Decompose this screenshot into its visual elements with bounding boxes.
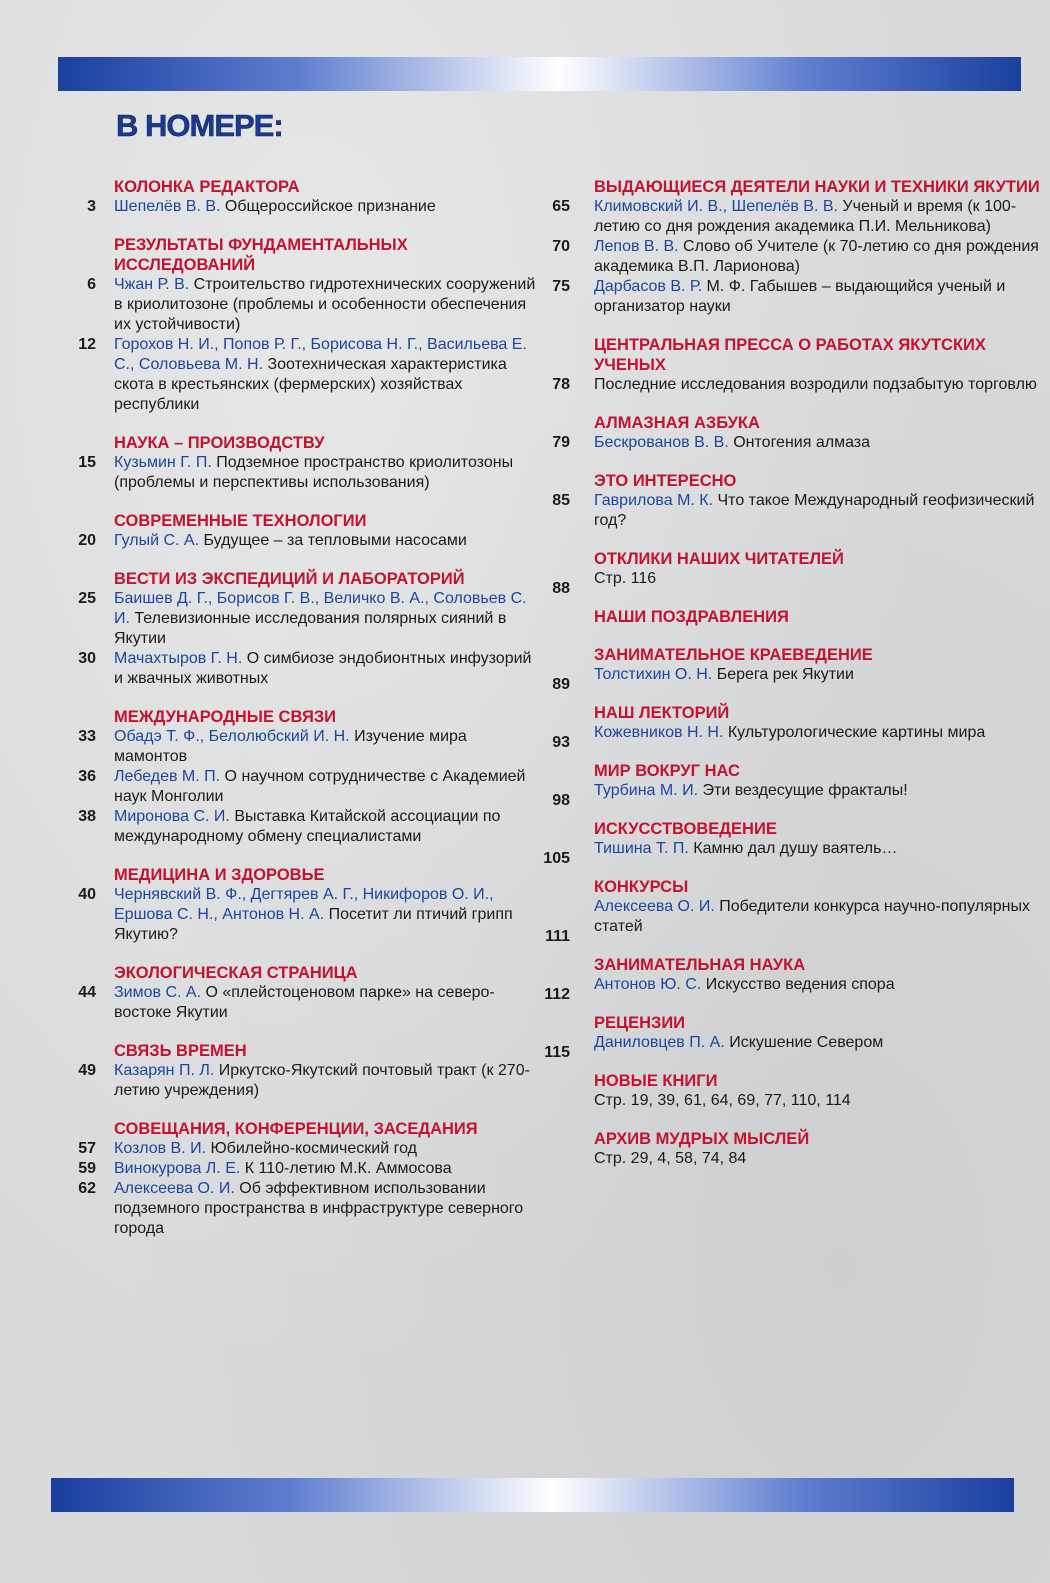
toc-entry[interactable] — [542, 665, 1042, 685]
toc-right-column — [542, 177, 1042, 1187]
section-title: ВЕСТИ ИЗ ЭКСПЕДИЦИЙ И ЛАБОРАТОРИЙ — [114, 570, 465, 588]
page-number: 36 — [78, 768, 96, 785]
entry-authors[interactable]: Алексеева О. И. — [114, 1180, 235, 1197]
entry-title: Ученый и время (к 100-летию со дня рождения академика П.И. Мельникова) — [594, 198, 1017, 235]
entry-title: Изучение мира мамонтов — [114, 728, 467, 765]
entry-authors[interactable]: Баишев Д. Г., Борисов Г. В., Величко В. А., Соловьев С. И. — [114, 590, 527, 627]
toc-entry[interactable] — [70, 275, 540, 335]
toc-entry[interactable] — [70, 1139, 540, 1159]
toc-entry[interactable] — [70, 885, 540, 945]
toc-section — [70, 707, 540, 847]
entry-authors[interactable]: Антонов Ю. С. — [594, 976, 702, 993]
entry-title: Что такое Международный геофизический год? — [594, 492, 1035, 529]
entry-title: Искусство ведения спора — [705, 976, 895, 993]
entry-title: О симбиозе эндобионтных инфузорий и жвачных животных — [114, 650, 532, 687]
section-title: СОВЕЩАНИЯ, КОНФЕРЕНЦИИ, ЗАСЕДАНИЯ — [114, 1120, 478, 1138]
section-title: АРХИВ МУДРЫХ МЫСЛЕЙ — [594, 1130, 810, 1148]
toc-entry[interactable] — [542, 375, 1042, 395]
page-number: 49 — [78, 1062, 96, 1079]
entry-authors[interactable]: Турбина М. И. — [594, 782, 699, 799]
toc-entry[interactable] — [70, 531, 540, 551]
section-title: ОТКЛИКИ НАШИХ ЧИТАТЕЛЕЙ — [594, 550, 844, 568]
page-number: 44 — [78, 984, 96, 1001]
page-number: 89 — [552, 676, 570, 693]
entry-title: Строительство гидротехнических сооружений в криолитозоне (проблемы и особенности обеспечения их устойчивости) — [114, 276, 536, 333]
section-title: АЛМАЗНАЯ АЗБУКА — [594, 414, 760, 432]
toc-entry[interactable] — [542, 491, 1042, 531]
page-number: 20 — [78, 532, 96, 549]
section-title: РЕЗУЛЬТАТЫ ФУНДАМЕНТАЛЬНЫХ ИССЛЕДОВАНИЙ — [114, 236, 408, 274]
toc-section — [542, 335, 1042, 395]
toc-entry[interactable] — [542, 839, 1042, 859]
page-number: 33 — [78, 728, 96, 745]
entry-authors[interactable]: Кожевников Н. Н. — [594, 724, 724, 741]
page-heading: В НОМЕРЕ: — [116, 108, 283, 143]
section-title: НАУКА – ПРОИЗВОДСТВУ — [114, 434, 325, 452]
page-number: 3 — [87, 198, 96, 215]
entry-authors[interactable]: Бескрованов В. В. — [594, 434, 729, 451]
entry-authors[interactable]: Чернявский В. Ф., Дегтярев А. Г., Никифоров О. И., Ершова С. Н., Антонов Н. А. — [114, 886, 494, 923]
entry-title: Будущее – за тепловыми насосами — [203, 532, 467, 549]
section-title: РЕЦЕНЗИИ — [594, 1014, 686, 1032]
toc-section — [70, 1041, 540, 1101]
entry-title: Посетит ли птичий грипп Якутию? — [114, 906, 513, 943]
page-number: 30 — [78, 650, 96, 667]
toc-section — [70, 433, 540, 493]
toc-section — [542, 580, 1042, 627]
entry-title: Стр. 116 — [594, 570, 657, 587]
page-number: 93 — [552, 734, 570, 751]
entry-authors[interactable]: Толстихин О. Н. — [594, 666, 713, 683]
section-title: НОВЫЕ КНИГИ — [594, 1072, 718, 1090]
entry-authors[interactable]: Чжан Р. В. — [114, 276, 190, 293]
toc-entry[interactable] — [542, 1033, 1042, 1053]
section-title: МЕДИЦИНА И ЗДОРОВЬЕ — [114, 866, 325, 884]
toc-entry[interactable] — [542, 433, 1042, 453]
section-title: МИР ВОКРУГ НАС — [594, 762, 740, 780]
section-title: НАШИ ПОЗДРАВЛЕНИЯ — [594, 608, 789, 626]
entry-title: Общероссийское признание — [224, 198, 436, 215]
toc-entry[interactable] — [542, 277, 1042, 317]
entry-authors[interactable]: Алексеева О. И. — [594, 898, 715, 915]
toc-entry[interactable] — [70, 1159, 540, 1179]
toc-entry[interactable] — [70, 197, 540, 217]
entry-authors[interactable]: Гулый С. А. — [114, 532, 200, 549]
entry-authors[interactable]: Зимов С. А. — [114, 984, 202, 1001]
toc-section — [70, 1119, 540, 1239]
toc-section — [542, 1044, 1042, 1111]
entry-title: Юбилейно-космический год — [210, 1140, 417, 1157]
toc-entry[interactable] — [70, 589, 540, 649]
toc-section — [70, 963, 540, 1023]
entry-title: Слово об Учителе (к 70-летию со дня рождения академика В.П. Ларионова) — [594, 238, 1039, 275]
toc-section — [542, 645, 1042, 685]
entry-authors[interactable]: Казарян П. Л. — [114, 1062, 215, 1079]
section-title: ИСКУССТВОВЕДЕНИЕ — [594, 820, 777, 838]
entry-authors[interactable]: Обадэ Т. Ф., Белолюбский И. Н. — [114, 728, 350, 745]
entry-title: Искушение Севером — [729, 1034, 884, 1051]
toc-entry[interactable] — [542, 897, 1042, 937]
entry-authors[interactable]: Шепелёв В. В. — [114, 198, 221, 215]
page-number: 70 — [552, 238, 570, 255]
page-number: 38 — [78, 808, 96, 825]
toc-section — [70, 511, 540, 551]
page-number: 6 — [87, 276, 96, 293]
toc-entry[interactable] — [542, 569, 1042, 589]
toc-entry[interactable] — [542, 197, 1042, 237]
toc-section — [70, 865, 540, 945]
page-number: 112 — [544, 986, 570, 1003]
entry-title: О научном сотрудничестве с Академией наук Монголии — [114, 768, 526, 805]
section-title: КОНКУРСЫ — [594, 878, 689, 896]
toc-section — [70, 177, 540, 217]
entry-title: Об эффективном использовании подземного пространства в инфраструктуре северного города — [114, 1180, 524, 1237]
section-title: ЗАНИМАТЕЛЬНОЕ КРАЕВЕДЕНИЕ — [594, 646, 873, 664]
toc-section — [542, 734, 1042, 801]
entry-title: Иркутско-Якутский почтовый тракт (к 270-летию учреждения) — [114, 1062, 530, 1099]
page-number: 59 — [78, 1160, 96, 1177]
page-number: 111 — [545, 928, 570, 945]
page-number: 88 — [552, 580, 570, 597]
toc-entry[interactable] — [70, 767, 540, 807]
toc-entry[interactable] — [70, 453, 540, 493]
toc-section — [70, 569, 540, 689]
toc-entry[interactable] — [70, 727, 540, 767]
page-number: 40 — [78, 886, 96, 903]
entry-authors[interactable]: Климовский И. В., Шепелёв В. В. — [594, 198, 838, 215]
toc-section — [542, 986, 1042, 1053]
page-number: 85 — [552, 492, 570, 509]
toc-entry[interactable] — [542, 1091, 1042, 1111]
toc-entry[interactable] — [70, 983, 540, 1023]
section-title: ВЫДАЮЩИЕСЯ ДЕЯТЕЛИ НАУКИ И ТЕХНИКИ ЯКУТИИ — [594, 178, 1040, 196]
entry-authors[interactable]: Мачахтыров Г. Н. — [114, 650, 243, 667]
toc-entry[interactable] — [542, 781, 1042, 801]
toc-section — [542, 177, 1042, 317]
entry-title: Камню дал душу ваятель… — [693, 840, 898, 857]
page-number: 79 — [552, 434, 570, 451]
entry-title: Эти вездесущие фракталы! — [702, 782, 908, 799]
toc-entry[interactable] — [70, 649, 540, 689]
toc-section — [542, 413, 1042, 453]
section-title: СВЯЗЬ ВРЕМЕН — [114, 1042, 247, 1060]
page-number: 15 — [78, 454, 96, 471]
section-title: МЕЖДУНАРОДНЫЕ СВЯЗИ — [114, 708, 337, 726]
entry-authors[interactable]: Миронова С. И. — [114, 808, 230, 825]
toc-entry[interactable] — [542, 975, 1042, 995]
toc-section — [542, 1129, 1042, 1169]
page-number: 57 — [78, 1140, 96, 1157]
page-number: 65 — [552, 198, 570, 215]
entry-title: Культурологические картины мира — [727, 724, 986, 741]
entry-title: Последние исследования возродили подзабытую торговлю — [594, 376, 1037, 393]
toc-section — [542, 549, 1042, 589]
entry-title: Телевизионные исследования полярных сияний в Якутии — [114, 610, 507, 647]
entry-title: Берега рек Якутии — [716, 666, 854, 683]
entry-authors[interactable]: Кузьмин Г. П. — [114, 454, 212, 471]
toc-left-column — [70, 177, 540, 1257]
entry-title: К 110-летию М.К. Аммосова — [244, 1160, 452, 1177]
entry-authors[interactable]: Дарбасов В. Р. — [594, 278, 703, 295]
entry-title: О «плейстоценовом парке» на северо-востоке Якутии — [114, 984, 495, 1021]
toc-section — [542, 792, 1042, 859]
toc-section — [542, 676, 1042, 743]
toc-entry[interactable] — [542, 723, 1042, 743]
entry-title: М. Ф. Габышев – выдающийся ученый и организатор науки — [594, 278, 1006, 315]
entry-authors[interactable]: Тишина Т. П. — [594, 840, 689, 857]
section-title: КОЛОНКА РЕДАКТОРА — [114, 178, 300, 196]
page-number: 25 — [78, 590, 96, 607]
entry-authors[interactable]: Лепов В. В. — [594, 238, 679, 255]
page-number: 62 — [78, 1180, 96, 1197]
entry-title: Онтогения алмаза — [733, 434, 871, 451]
toc-entry[interactable] — [70, 1179, 540, 1239]
entry-title: Выставка Китайской ассоциации по международному обмену специалистами — [114, 808, 501, 845]
section-title: НАШ ЛЕКТОРИЙ — [594, 704, 730, 722]
page-number: 75 — [552, 278, 570, 295]
toc-entry[interactable] — [542, 1149, 1042, 1169]
toc-entry[interactable] — [70, 1061, 540, 1101]
toc-section — [542, 850, 1042, 937]
section-title: ЭТО ИНТЕРЕСНО — [594, 472, 737, 490]
page-number: 105 — [543, 850, 570, 867]
section-title: ЭКОЛОГИЧЕСКАЯ СТРАНИЦА — [114, 964, 358, 982]
toc-entry[interactable] — [70, 335, 540, 415]
bottom-decorative-band — [51, 1478, 1014, 1512]
toc-section — [70, 235, 540, 415]
toc-section — [542, 471, 1042, 531]
toc-entry[interactable] — [70, 807, 540, 847]
entry-authors[interactable]: Козлов В. И. — [114, 1140, 207, 1157]
entry-authors[interactable]: Даниловцев П. А. — [594, 1034, 725, 1051]
top-decorative-band — [58, 57, 1021, 91]
entry-authors[interactable]: Горохов Н. И., Попов Р. Г., Борисова Н. Г., Васильева Е. С., Соловьева М. Н. — [114, 336, 527, 373]
entry-authors[interactable]: Винокурова Л. Е. — [114, 1160, 241, 1177]
entry-authors[interactable]: Лебедев М. П. — [114, 768, 221, 785]
page-number: 115 — [544, 1044, 570, 1061]
section-title: ЗАНИМАТЕЛЬНАЯ НАУКА — [594, 956, 806, 974]
page-number: 78 — [552, 376, 570, 393]
toc-entry[interactable] — [542, 237, 1042, 277]
entry-title: Стр. 29, 4, 58, 74, 84 — [594, 1150, 747, 1167]
entry-title: Подземное пространство криолитозоны (проблемы и перспективы использования) — [114, 454, 514, 491]
entry-title: Зоотехническая характеристика скота в крестьянских (фермерских) хозяйствах республики — [114, 356, 507, 413]
section-title: ЦЕНТРАЛЬНАЯ ПРЕССА О РАБОТАХ ЯКУТСКИХ УЧЕНЫХ — [594, 336, 986, 374]
section-title: СОВРЕМЕННЫЕ ТЕХНОЛОГИИ — [114, 512, 367, 530]
page-number: 98 — [552, 792, 570, 809]
entry-title: Стр. 19, 39, 61, 64, 69, 77, 110, 114 — [594, 1092, 851, 1109]
entry-title: Победители конкурса научно-популярных статей — [594, 898, 1030, 935]
toc-section — [542, 928, 1042, 995]
page-number: 12 — [78, 336, 96, 353]
entry-authors[interactable]: Гаврилова М. К. — [594, 492, 714, 509]
